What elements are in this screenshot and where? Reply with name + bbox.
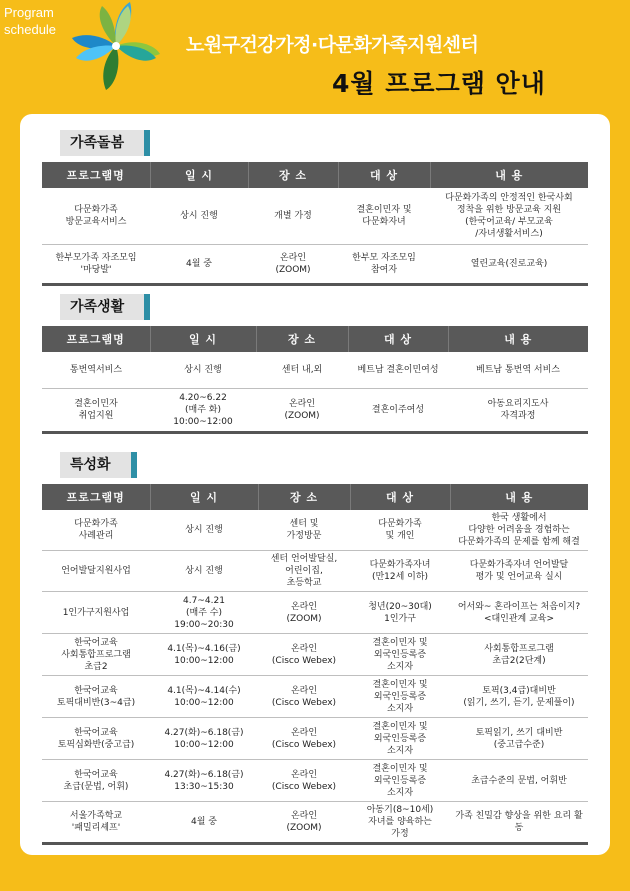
table-cell: 토픽읽기, 쓰기 대비반 (중고급수준) (450, 718, 588, 760)
table-row (42, 676, 588, 718)
table-row (42, 760, 588, 802)
table-row (42, 802, 588, 844)
table-row (42, 718, 588, 760)
table-row (42, 352, 588, 388)
table-row (42, 188, 588, 244)
table-cell: 온라인 (ZOOM) (258, 592, 350, 634)
table-cell: 4월 중 (150, 244, 248, 284)
table-cell: 어서와~ 혼라이프는 처음이지? <대인관계 교육> (450, 592, 588, 634)
table-cell: 베트남 결혼이민여성 (348, 352, 448, 388)
schedule-table (42, 484, 588, 845)
column-header: 장 소 (256, 326, 348, 352)
section-family-life (42, 294, 588, 434)
table-cell: 결혼이주여성 (348, 388, 448, 432)
table-cell: 초급수준의 문법, 어휘반 (450, 760, 588, 802)
table-header-row (42, 162, 588, 188)
table-row (42, 634, 588, 676)
table-cell: 한국어교육 토픽심화반(중고급) (42, 718, 150, 760)
column-header: 대 상 (338, 162, 430, 188)
table-cell: 결혼이민자 및 외국인등록증 소지자 (350, 676, 450, 718)
table-row (42, 244, 588, 284)
table-cell: 온라인 (Cisco Webex) (258, 718, 350, 760)
column-header: 내 용 (448, 326, 588, 352)
section-title: 가족돌봄 (60, 130, 144, 156)
column-header: 내 용 (450, 484, 588, 510)
section-header (60, 294, 152, 320)
column-header: 장 소 (258, 484, 350, 510)
table-header-row (42, 484, 588, 510)
table-cell: 상시 진행 (150, 352, 256, 388)
section-title: 특성화 (60, 452, 131, 478)
section-header (60, 130, 152, 156)
schedule-table (42, 162, 588, 286)
table-cell: 결혼이민자 및 다문화자녀 (338, 188, 430, 244)
column-header: 프로그램명 (42, 484, 150, 510)
table-cell: 온라인 (ZOOM) (248, 244, 338, 284)
table-cell: 4.1(목)~4.16(금) 10:00~12:00 (150, 634, 258, 676)
table-row (42, 592, 588, 634)
schedule-table (42, 326, 588, 434)
table-cell: 아동기(8~10세) 자녀를 양육하는 가정 (350, 802, 450, 844)
pinwheel-logo-icon (70, 0, 162, 92)
table-cell: 상시 진행 (150, 551, 258, 592)
table-row (42, 388, 588, 432)
column-header: 프로그램명 (42, 326, 150, 352)
table-cell: 온라인 (Cisco Webex) (258, 676, 350, 718)
table-cell: 결혼이민자 및 외국인등록증 소지자 (350, 634, 450, 676)
table-cell: 온라인 (Cisco Webex) (258, 760, 350, 802)
table-cell: 다문화가족의 안정적인 한국사회 정착을 위한 방문교육 지원 (한국어교육/ 부모교육 /자녀생활서비스) (430, 188, 588, 244)
table-cell: 한국어교육 초급(문법, 어휘) (42, 760, 150, 802)
table-cell: 다문화가족자녀 언어발달 평가 및 언어교육 실시 (450, 551, 588, 592)
table-cell: 4.7~4.21 (매주 수) 19:00~20:30 (150, 592, 258, 634)
table-cell: 다문화가족 사례관리 (42, 510, 150, 551)
table-cell: 상시 진행 (150, 188, 248, 244)
section-family-care (42, 130, 588, 286)
table-cell: 온라인 (Cisco Webex) (258, 634, 350, 676)
table-cell: 열린교육(진로교육) (430, 244, 588, 284)
center-name: 노원구건강가정·다문화가족지원센터 (186, 34, 479, 56)
table-cell: 서울가족학교 '패밀리셰프' (42, 802, 150, 844)
column-header: 대 상 (348, 326, 448, 352)
column-header: 장 소 (248, 162, 338, 188)
table-cell: 4월 중 (150, 802, 258, 844)
section-title: 가족생활 (60, 294, 144, 320)
column-header: 일 시 (150, 162, 248, 188)
table-cell: 4.27(화)~6.18(금) 10:00~12:00 (150, 718, 258, 760)
table-row (42, 510, 588, 551)
table-cell: 베트남 통번역 서비스 (448, 352, 588, 388)
table-cell: 결혼이민자 및 외국인등록증 소지자 (350, 760, 450, 802)
table-cell: 4.27(화)~6.18(금) 13:30~15:30 (150, 760, 258, 802)
table-cell: 온라인 (ZOOM) (256, 388, 348, 432)
column-header: 일 시 (150, 326, 256, 352)
table-cell: 다문화가족 및 개인 (350, 510, 450, 551)
table-row (42, 551, 588, 592)
table-cell: 센터 및 가정방문 (258, 510, 350, 551)
table-cell: 4.1(목)~4.14(수) 10:00~12:00 (150, 676, 258, 718)
table-cell: 상시 진행 (150, 510, 258, 551)
table-cell: 가족 친밀감 향상을 위한 요리 활동 (450, 802, 588, 844)
table-cell: 다문화가족자녀 (만12세 이하) (350, 551, 450, 592)
table-header-row (42, 326, 588, 352)
column-header: 일 시 (150, 484, 258, 510)
table-cell: 한부모 자조모임 참여자 (338, 244, 430, 284)
table-cell: 청년(20~30대) 1인가구 (350, 592, 450, 634)
column-header: 프로그램명 (42, 162, 150, 188)
table-cell: 센터 언어발달실, 어린이집, 초등학교 (258, 551, 350, 592)
table-cell: 결혼이민자 취업지원 (42, 388, 150, 432)
schedule-card (20, 114, 610, 855)
table-cell: 다문화가족 방문교육서비스 (42, 188, 150, 244)
table-cell: 아동요리지도사 자격과정 (448, 388, 588, 432)
program-schedule-label: Program schedule (4, 5, 57, 37)
section-header (60, 452, 140, 478)
section-specialized (42, 452, 588, 845)
table-cell: 한부모가족 자조모임 '마당발' (42, 244, 150, 284)
table-cell: 온라인 (ZOOM) (258, 802, 350, 844)
page-title: 4월 프로그램 안내 (332, 69, 546, 98)
table-cell: 한국어교육 토픽대비반(3~4급) (42, 676, 150, 718)
table-cell: 4.20~6.22 (매주 화) 10:00~12:00 (150, 388, 256, 432)
table-cell: 통번역서비스 (42, 352, 150, 388)
table-cell: 한국어교육 사회통합프로그램 초급2 (42, 634, 150, 676)
table-cell: 개별 가정 (248, 188, 338, 244)
column-header: 대 상 (350, 484, 450, 510)
table-cell: 언어발달지원사업 (42, 551, 150, 592)
table-cell: 한국 생활에서 다양한 어려움을 경험하는 다문화가족의 문제를 함께 해결 (450, 510, 588, 551)
table-cell: 센터 내,외 (256, 352, 348, 388)
table-cell: 토픽(3,4급)대비반 (읽기, 쓰기, 듣기, 문제풀이) (450, 676, 588, 718)
column-header: 내 용 (430, 162, 588, 188)
table-cell: 1인가구지원사업 (42, 592, 150, 634)
table-cell: 사회통합프로그램 초급2(2단계) (450, 634, 588, 676)
table-cell: 결혼이민자 및 외국인등록증 소지자 (350, 718, 450, 760)
